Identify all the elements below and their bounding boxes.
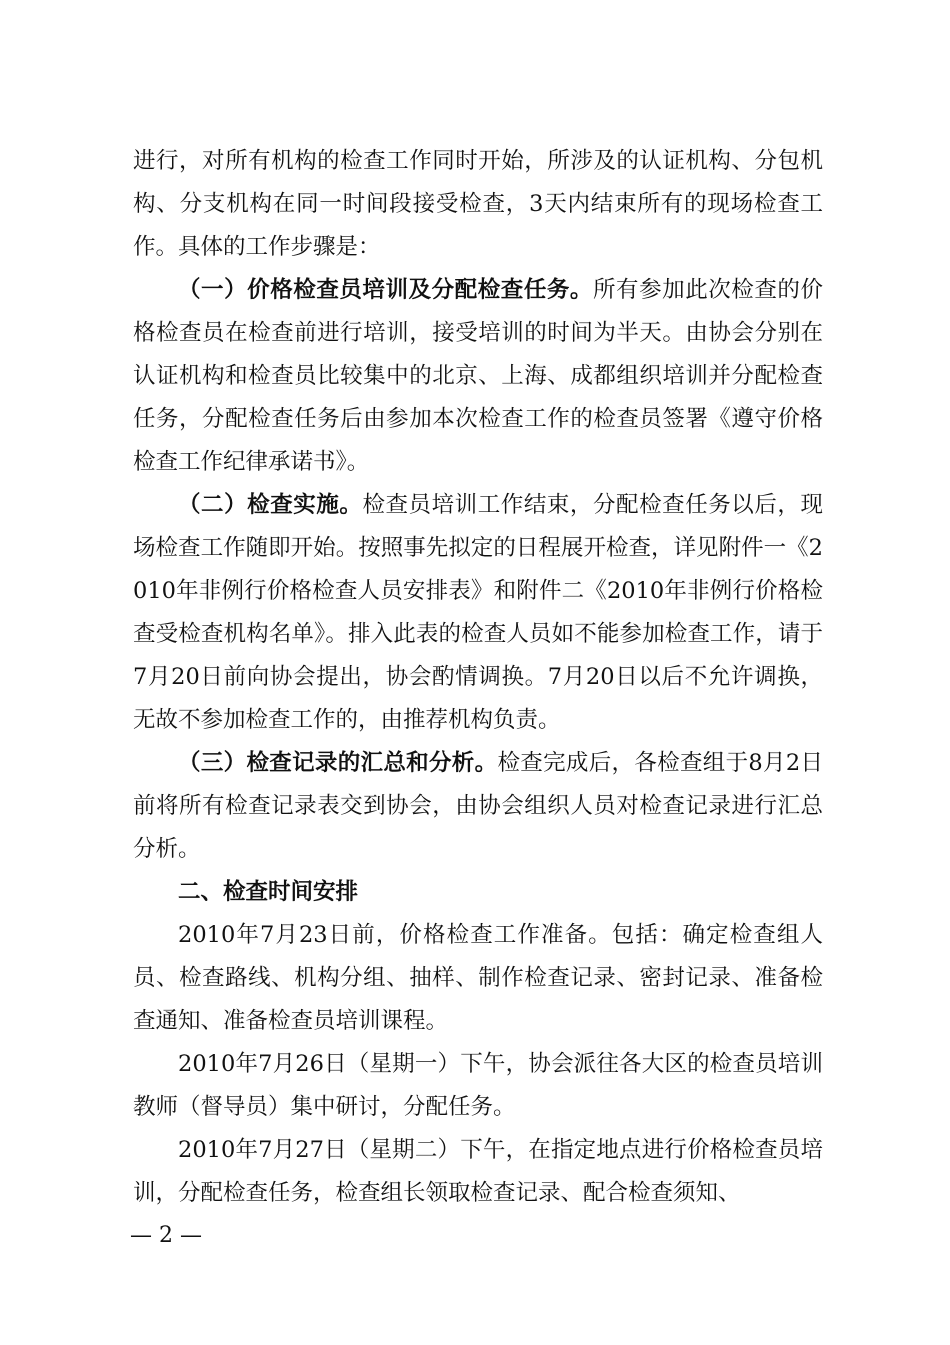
paragraph-step-3 [133, 742, 823, 871]
paragraph-text: 所有参加此次检查的价格检查员在检查前进行培训，接受培训的时间为半天。由协会分别在认证机构和检查员比较集中的北京、上海、成都组织培训并分配检查任务，分配检查任务后由参加本次检查工作的检查员签署《遵守价格检查工作纪律承诺书》。 [133, 277, 823, 475]
paragraph-step-1 [133, 269, 823, 484]
page-number: — 2 — [130, 1223, 202, 1248]
paragraph-text: 检查员培训工作结束，分配检查任务以后，现场检查工作随即开始。按照事先拟定的日程展开检查，详见附件一《2010年非例行价格检查人员安排表》和附件二《2010年非例行价格检查受检查机构名单》。排入此表的检查人员如不能参加检查工作，请于7月20日前向协会提出，协会酌情调换。7月20日以后不允许调换，无故不参加检查工作的，由推荐机构负责。 [133, 492, 823, 733]
schedule-item: 2010年7月23日前，价格检查工作准备。包括：确定检查组人员、检查路线、机构分组、抽样、制作检查记录、密封记录、准备检查通知、准备检查员培训课程。 [133, 922, 823, 1034]
paragraph-text: 进行，对所有机构的检查工作同时开始，所涉及的认证机构、分包机构、分支机构在同一时间段接受检查，3天内结束所有的现场检查工作。具体的工作步骤是： [133, 148, 823, 260]
paragraph-lead: （一）价格检查员培训及分配检查任务。 [178, 277, 593, 303]
paragraph-lead: （二）检查实施。 [178, 492, 363, 518]
paragraph-text: 检查完成后，各检查组于8月2日前将所有检查记录表交到协会，由协会组织人员对检查记录进行汇总分析。 [133, 750, 823, 862]
paragraph-intro [133, 140, 823, 269]
paragraph-lead: （三）检查记录的汇总和分析。 [178, 750, 498, 776]
section-heading: 二、检查时间安排 [178, 879, 359, 905]
document-body [133, 140, 823, 1215]
schedule-item: 2010年7月26日（星期一）下午，协会派往各大区的检查员培训教师（督导员）集中研讨，分配任务。 [133, 1051, 823, 1120]
paragraph-step-2 [133, 484, 823, 742]
schedule-item: 2010年7月27日（星期二）下午，在指定地点进行价格检查员培训，分配检查任务，检查组长领取检查记录、配合检查须知、 [133, 1137, 823, 1206]
